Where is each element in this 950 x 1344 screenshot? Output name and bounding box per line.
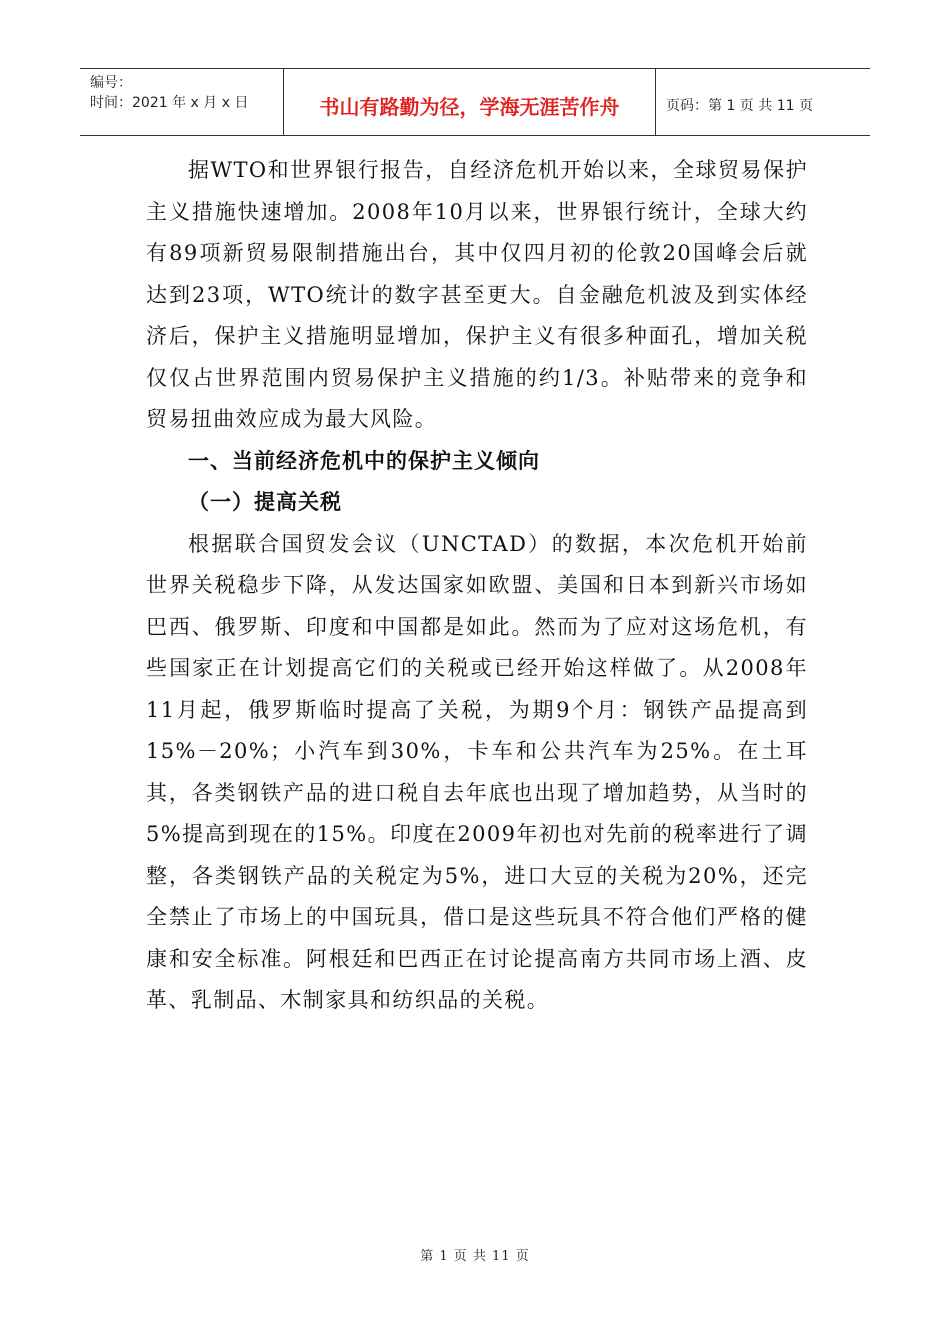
document-header [80, 68, 870, 136]
serial-number-label: 编号： [90, 75, 132, 91]
intro-paragraph: 据WTO和世界银行报告，自经济危机开始以来，全球贸易保护主义措施快速增加。2008年10月以来，世界银行统计，全球大约有89项新贸易限制措施出台，其中仅四月初的伦敦20国峰会后就达到23项，WTO统计的数字甚至更大。自金融危机波及到实体经济后，保护主义措施明显增加，保护主义有很多种面孔，增加关税仅仅占世界范围内贸易保护主义措施的约1/3。补贴带来的竞争和贸易扭曲效应成为最大风险。 [146, 158, 808, 431]
tariff-paragraph: 根据联合国贸发会议（UNCTAD）的数据，本次危机开始前世界关税稳步下降，从发达国家如欧盟、美国和日本到新兴市场如巴西、俄罗斯、印度和中国都是如此。然而为了应对这场危机，有些国家正在计划提高它们的关税或已经开始这样做了。从2008年11月起，俄罗斯临时提高了关税，为期9个月：钢铁产品提高到15%－20%；小汽车到30%，卡车和公共汽车为25%。在土耳其，各类钢铁产品的进口税自去年底也出现了增加趋势，从当时的5%提高到现在的15%。印度在2009年初也对先前的税率进行了调整，各类钢铁产品的关税定为5%，进口大豆的关税为20%，还完全禁止了市场上的中国玩具，借口是这些玩具不符合他们严格的健康和安全标准。阿根廷和巴西正在讨论提高南方共同市场上酒、皮革、乳制品、木制家具和纺织品的关税。 [146, 531, 808, 1012]
document-body [146, 150, 808, 1022]
date-label: 时间：2021 年 x 月 x 日 [90, 95, 249, 111]
page-footer: 第 1 页 共 11 页 [420, 1249, 530, 1264]
section-heading: 一、当前经济危机中的保护主义倾向 [188, 448, 540, 473]
header-motto: 书山有路勤为径，学海无涯苦作舟 [284, 69, 656, 135]
header-meta [80, 69, 284, 135]
header-page-info: 页码：第 1 页 共 11 页 [666, 98, 813, 114]
subsection-heading: （一）提高关税 [188, 490, 342, 514]
